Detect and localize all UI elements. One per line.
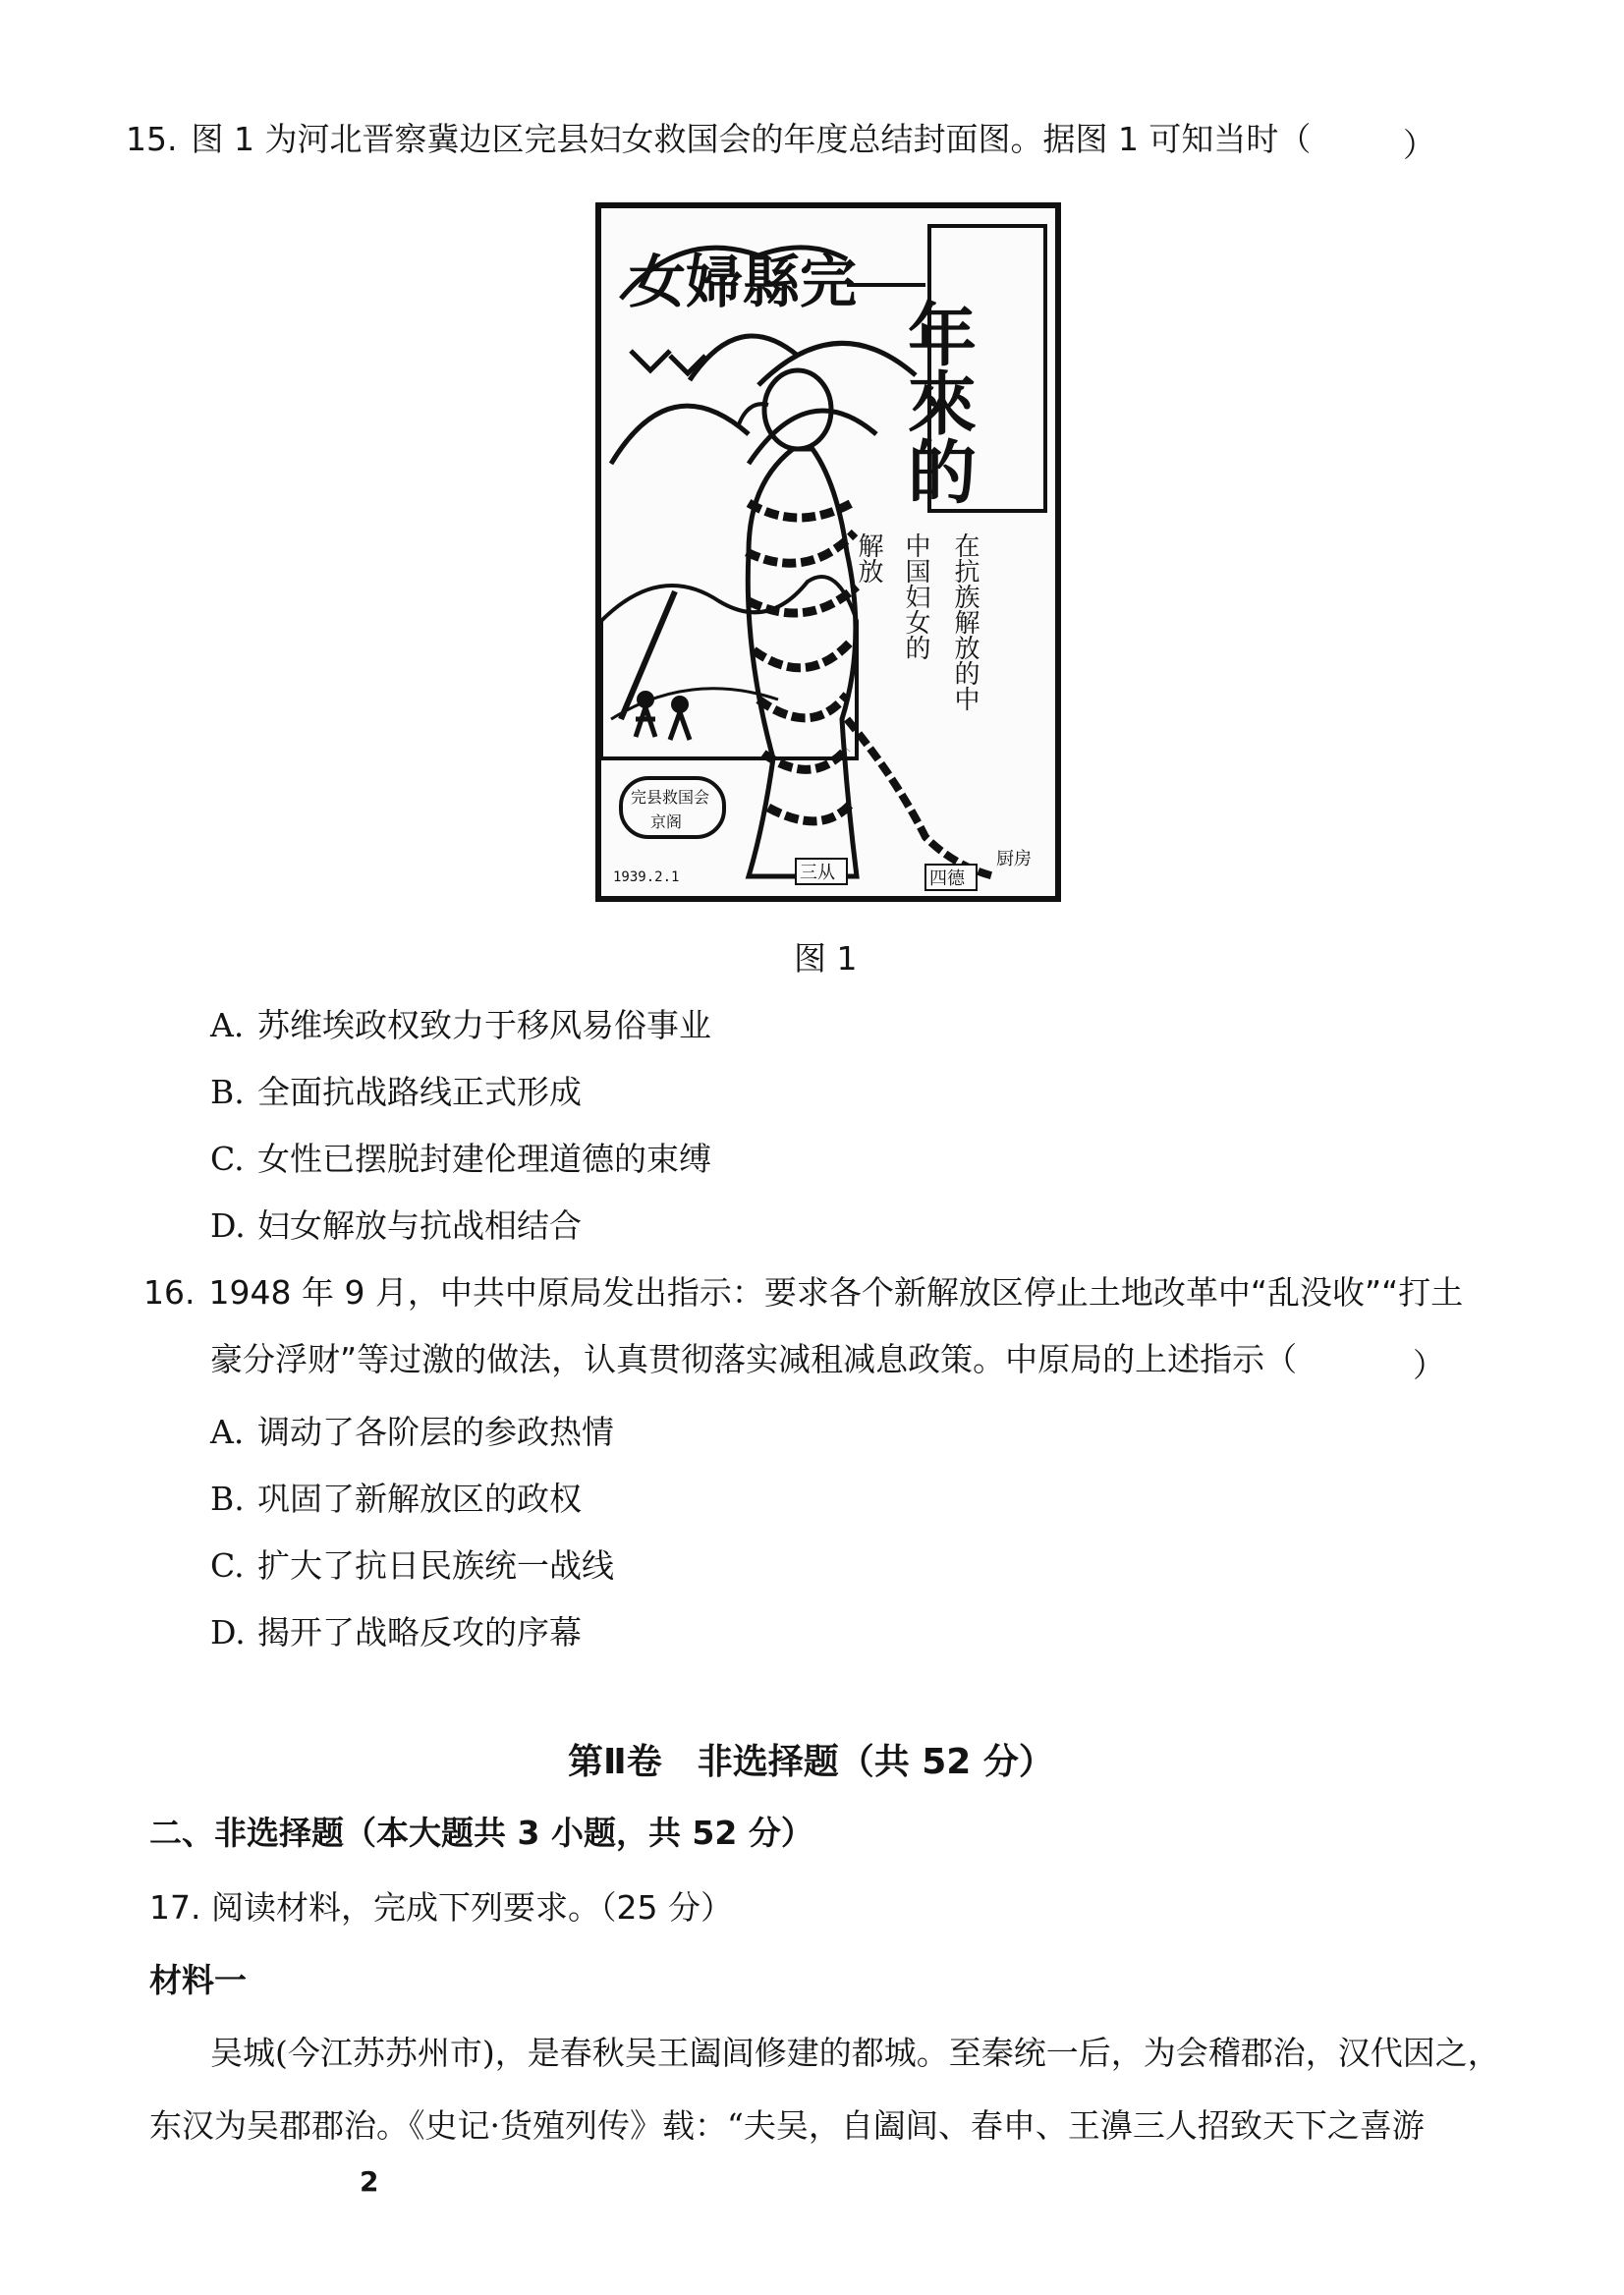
option-letter: C. xyxy=(210,1546,245,1585)
option-letter: A. xyxy=(210,1006,245,1044)
poster-side-text-1: 在抗族解放的中 xyxy=(950,532,980,711)
option-letter: B. xyxy=(210,1073,245,1111)
option-letter: D. xyxy=(210,1206,246,1245)
question-number: 15. xyxy=(126,120,178,158)
option-text: 全面抗战路线正式形成 xyxy=(257,1073,582,1111)
q16-option-b xyxy=(210,1480,582,1519)
q15-option-d xyxy=(210,1206,582,1246)
q15-stem xyxy=(126,120,1311,159)
answer-paren-close: ） xyxy=(1403,126,1435,164)
option-text: 揭开了战略反攻的序幕 xyxy=(257,1613,582,1651)
q16-stem-line1 xyxy=(143,1273,1463,1313)
question-text: 图 1 为河北晋察冀边区完县妇女救国会的年度总结封面图。据图 1 可知当时（ xyxy=(191,120,1312,158)
label-sancong: 三从 xyxy=(800,863,835,883)
poster-illustration xyxy=(601,208,1055,896)
figure-caption: 图 1 xyxy=(794,939,858,978)
question-text: 1948 年 9 月，中共中原局发出指示：要求各个新解放区停止土地改革中“乱没收”“打土 xyxy=(208,1273,1464,1312)
poster-side-text-3: 解放 xyxy=(854,532,883,584)
option-text: 妇女解放与抗战相结合 xyxy=(257,1206,582,1245)
label-side: 四德 xyxy=(929,868,965,889)
q15-option-b xyxy=(210,1073,582,1112)
answer-paren-close: ） xyxy=(1413,1346,1445,1384)
q16-option-c xyxy=(210,1546,614,1586)
option-letter: B. xyxy=(210,1480,245,1518)
figure-1-poster xyxy=(595,202,1061,902)
q17-stem: 17. 阅读材料，完成下列要求。（25 分） xyxy=(149,1888,733,1927)
q15-option-c xyxy=(210,1140,711,1179)
option-text: 巩固了新解放区的政权 xyxy=(257,1480,582,1518)
q16-option-a xyxy=(210,1413,614,1452)
q16-stem-line2: 豪分浮财”等过激的做法，认真贯彻落实减租减息政策。中原局的上述指示（ xyxy=(210,1340,1298,1378)
material-line-1: 吴城(今江苏苏州市)，是春秋吴王阖闾修建的都城。至秦统一后，为会稽郡治，汉代因之， xyxy=(210,2034,1500,2072)
stamp-text: 完县救国会 xyxy=(631,788,710,807)
option-text: 苏维埃政权致力于移风易俗事业 xyxy=(257,1006,711,1044)
poster-title-row: 女婦縣完 xyxy=(629,249,858,315)
page-mark: 2 xyxy=(360,2165,379,2198)
part-2-title: 第Ⅱ卷 非选择题（共 52 分） xyxy=(568,1742,1054,1782)
label-corner: 厨房 xyxy=(996,849,1032,869)
option-text: 女性已摆脱封建伦理道德的束缚 xyxy=(257,1140,711,1178)
q15-option-a xyxy=(210,1006,711,1045)
q16-option-d xyxy=(210,1613,582,1652)
option-letter: C. xyxy=(210,1140,245,1178)
poster-side-text-2: 中国妇女的 xyxy=(901,532,930,660)
question-number: 16. xyxy=(143,1273,196,1312)
part-2-subtitle: 二、非选择题（本大题共 3 小题，共 52 分） xyxy=(149,1814,813,1852)
material-line-2: 东汉为吴郡郡治。《史记·货殖列传》载：“夫吴，自阖闾、春申、王濞三人招致天下之喜游 xyxy=(149,2106,1425,2145)
poster-title-column-text: 年來的 xyxy=(896,299,979,505)
option-letter: D. xyxy=(210,1613,246,1651)
material-label: 材料一 xyxy=(149,1961,247,1999)
stamp-sub-text: 京阁 xyxy=(650,812,683,831)
option-text: 扩大了抗日民族统一战线 xyxy=(257,1546,614,1585)
poster-date: 1939.2.1 xyxy=(613,869,680,885)
option-text: 调动了各阶层的参政热情 xyxy=(257,1413,614,1451)
option-letter: A. xyxy=(210,1413,245,1451)
poster-title-column xyxy=(897,298,979,505)
